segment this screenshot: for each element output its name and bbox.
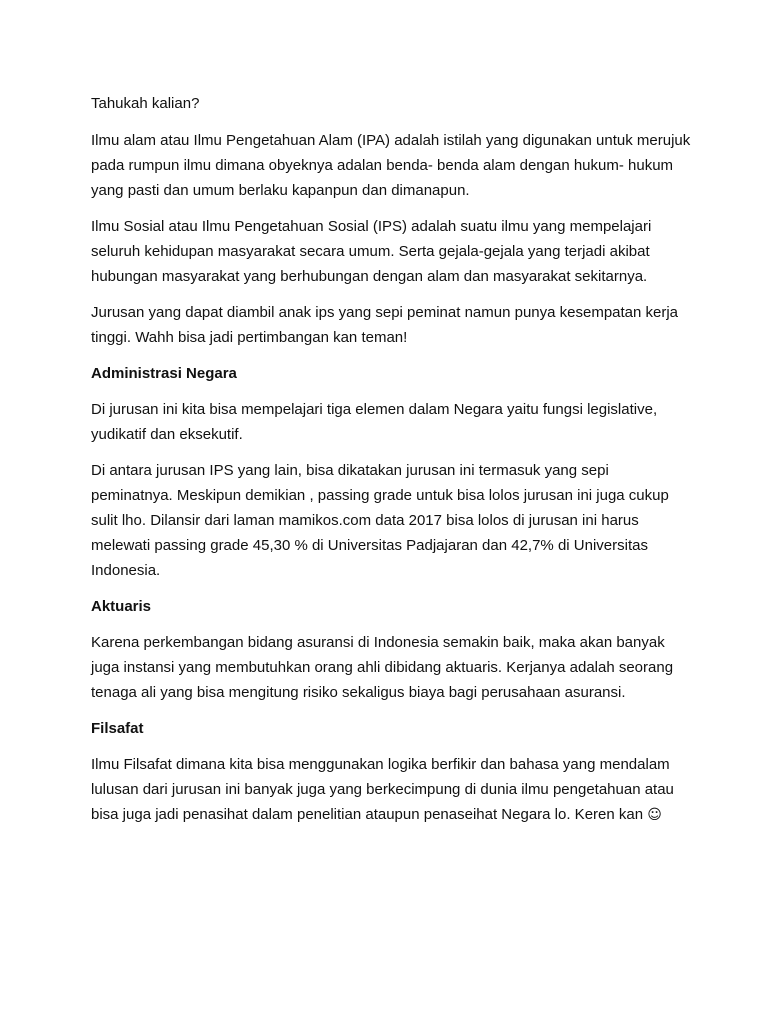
heading-filsafat: Filsafat [91,720,144,737]
document-title: Tahukah kalian? [91,95,200,112]
smiley-icon: ☺ [647,807,662,823]
paragraph-admin-2: Di antara jurusan IPS yang lain, bisa dikatakan jurusan ini termasuk yang sepi peminatnya. Meskipun demikian , passing grade untuk bisa lolos jurusan ini juga cukup sulit lho. Dilansir dari laman mamikos.com data 2017 bisa lolos di jurusan ini harus melewati passing grade 45,30 % di Universitas Padjajaran dan 42,7% di Universitas Indonesia. [91,462,669,579]
paragraph-filsafat [91,752,691,828]
heading-administrasi-negara: Administrasi Negara [91,365,237,382]
paragraph-aktuaris: Karena perkembangan bidang asuransi di Indonesia semakin baik, maka akan banyak juga instansi yang membutuhkan orang ahli dibidang aktuaris. Kerjanya adalah seorang tenaga ali yang bisa mengitung risiko sekaligus biaya bagi perusahaan asuransi. [91,634,674,701]
paragraph-admin-1: Di jurusan ini kita bisa mempelajari tiga elemen dalam Negara yaitu fungsi legislative, yudikatif dan eksekutif. [91,401,658,443]
paragraph-intro: Jurusan yang dapat diambil anak ips yang sepi peminat namun punya kesempatan kerja tinggi. Wahh bisa jadi pertimbangan kan teman! [91,304,679,346]
paragraph-ipa: Ilmu alam atau Ilmu Pengetahuan Alam (IPA) adalah istilah yang digunakan untuk merujuk pada rumpun ilmu dimana obyeknya adalan benda- benda alam dengan hukum- hukum yang pasti dan umum berlaku kapanpun dan dimanapun. [91,132,691,199]
document-page [91,91,691,839]
paragraph-ips: Ilmu Sosial atau Ilmu Pengetahuan Sosial (IPS) adalah suatu ilmu yang mempelajari seluruh kehidupan masyarakat secara umum. Serta gejala-gejala yang terjadi akibat hubungan masyarakat yang berhubungan dengan alam dan masyarakat sekitarnya. [91,218,652,285]
heading-aktuaris: Aktuaris [91,598,152,615]
paragraph-filsafat-text: Ilmu Filsafat dimana kita bisa menggunakan logika berfikir dan bahasa yang mendalam lulusan dari jurusan ini banyak juga yang berkecimpung di dunia ilmu pengetahuan atau bisa juga jadi penasihat dalam penelitian ataupun penaseihat Negara lo. Keren kan [91,756,674,823]
